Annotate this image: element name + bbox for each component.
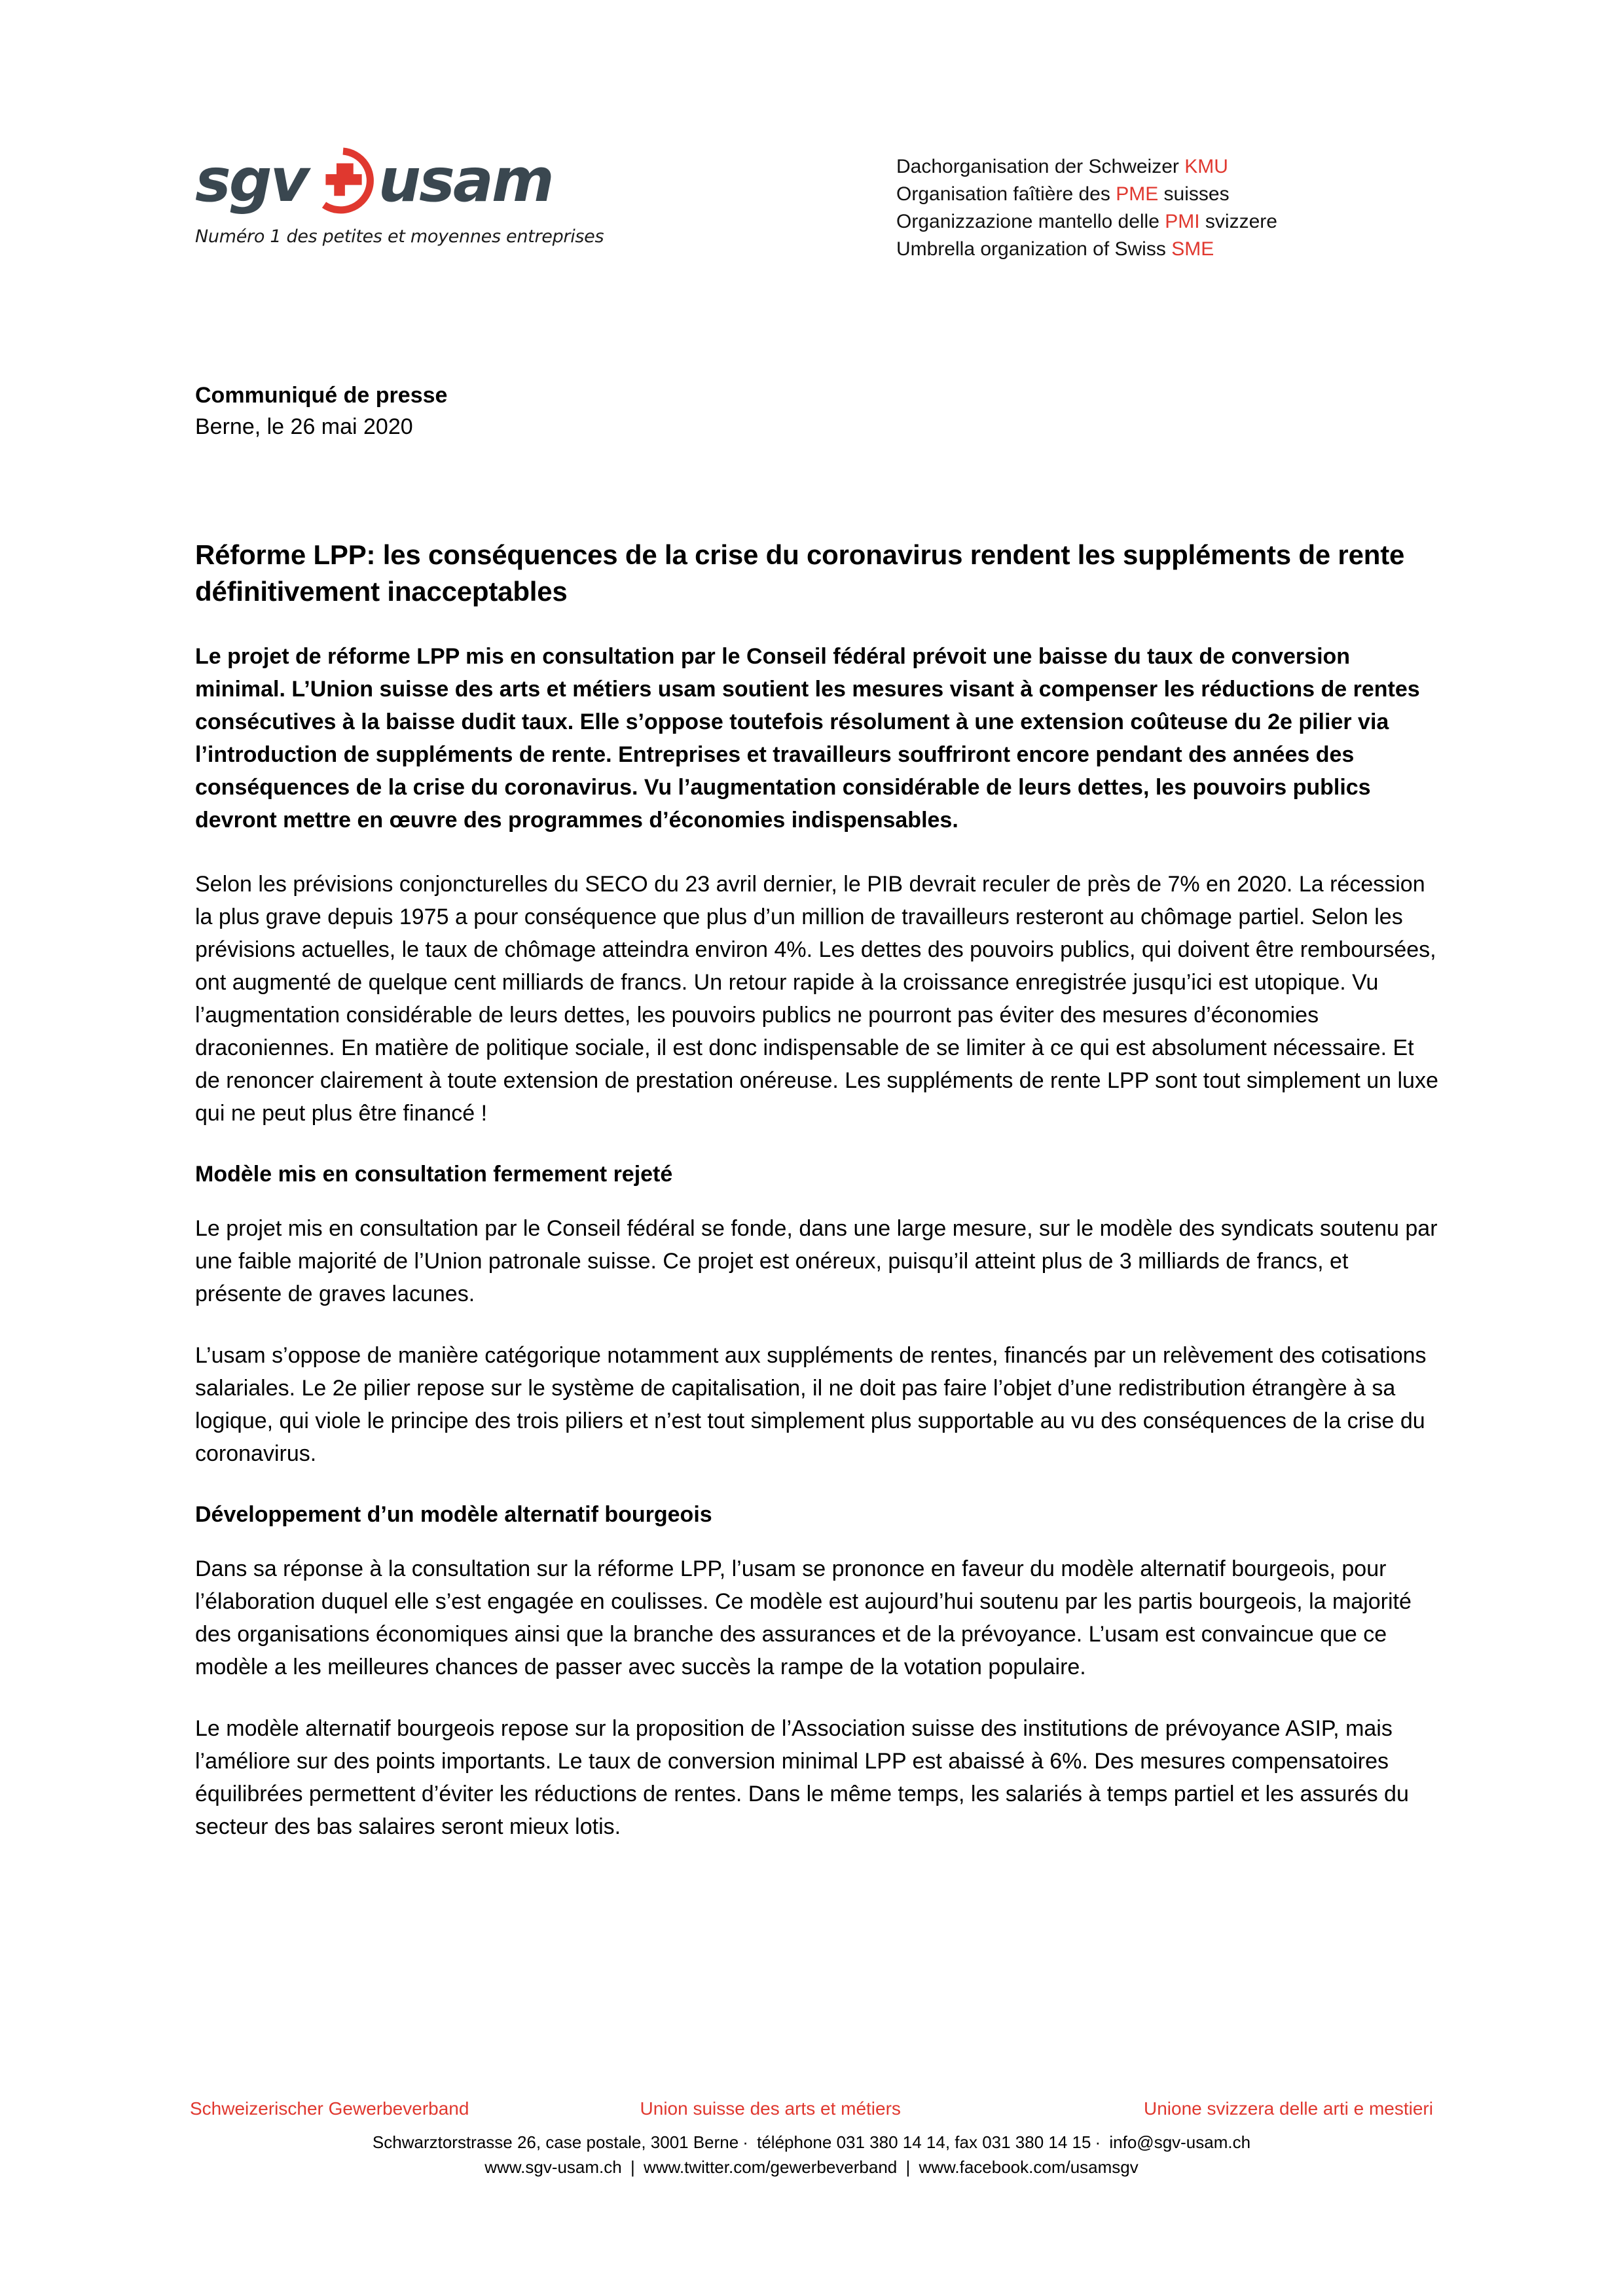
logo-wordmark bbox=[195, 145, 653, 216]
footer-org-name-fr: Union suisse des arts et métiers bbox=[640, 2098, 901, 2119]
org-line-it-prefix: Organizzazione mantello delle bbox=[896, 211, 1165, 232]
footer-link-website[interactable]: www.sgv-usam.ch bbox=[484, 2157, 622, 2177]
footer-separator-pipe-1: | bbox=[630, 2157, 635, 2177]
org-line-it-accent: PMI bbox=[1165, 211, 1200, 232]
footer-separator-dot-2: · bbox=[1095, 2132, 1101, 2152]
org-line-de bbox=[896, 153, 1433, 181]
section-2-paragraph-1: Dans sa réponse à la consultation sur la réforme LPP, l’usam se prononce en faveur du modèle alternatif bourgeois, pour l’élaboration duquel elle s’est engagée en coulisses. Ce modèle est aujourd’hui soutenu par les partis bourgeois, la majorité des organisations économiques ainsi que la branche des assurances et de la prévoyance. L’usam est convaincue que ce modèle a les meilleures chances de passer avec succès la rampe de la votation populaire. bbox=[195, 1556, 1412, 1679]
intro-paragraph: Selon les prévisions conjoncturelles du SECO du 23 avril dernier, le PIB devrait reculer de près de 7% en 2020. La récession la plus grave depuis 1975 a pour conséquence que plus d’un million de travailleurs resteront au chômage partiel. Selon les prévisions actuelles, le taux de chômage atteindra environ 4%. Les dettes des pouvoirs publics, qui doivent être remboursées, ont augmenté de quelque cent milliards de francs. Un retour rapide à la croissance enregistrée jusqu’ici est utopique. Vu l’augmentation considérable de leurs dettes, les pouvoirs publics ne pourront pas éviter des mesures d’économies draconiennes. En matière de politique sociale, il est donc indispensable de se limiter à ce qui est absolument nécessaire. Et de renoncer clairement à toute extension de prestation onéreuse. Les suppléments de rente LPP sont tout simplement un luxe qui ne peut plus être financé ! bbox=[195, 872, 1438, 1126]
org-line-en bbox=[896, 236, 1433, 263]
document-body bbox=[195, 537, 1439, 1872]
footer-separator-dot-1: · bbox=[742, 2132, 748, 2152]
org-line-it-suffix: svizzere bbox=[1199, 211, 1277, 232]
org-line-fr bbox=[896, 181, 1433, 208]
footer-contact-line bbox=[190, 2130, 1433, 2155]
footer-email[interactable]: info@sgv-usam.ch bbox=[1109, 2132, 1251, 2152]
footer-separator-pipe-2: | bbox=[905, 2157, 911, 2177]
section-heading-2: Développement d’un modèle alternatif bourgeois bbox=[195, 1502, 712, 1527]
logo-tagline: Numéro 1 des petites et moyennes entreprises bbox=[195, 226, 604, 247]
footer-org-name-it: Unione svizzera delle arti e mestieri bbox=[1144, 2098, 1433, 2119]
footer-address: Schwarztorstrasse 26, case postale, 3001 Berne bbox=[372, 2132, 739, 2152]
org-line-en-accent: SME bbox=[1171, 238, 1214, 260]
section-heading-1: Modèle mis en consultation fermement rejeté bbox=[195, 1162, 673, 1187]
place-and-date: Berne, le 26 mai 2020 bbox=[195, 414, 413, 439]
footer-organization-names bbox=[190, 2096, 1433, 2122]
sgv-usam-logo bbox=[195, 145, 653, 247]
org-line-fr-accent: PME bbox=[1116, 183, 1159, 205]
document-header bbox=[195, 145, 1433, 283]
footer-phone-fax: téléphone 031 380 14 14, fax 031 380 14 15 bbox=[757, 2132, 1091, 2152]
logo-text-sgv: sgv bbox=[195, 145, 308, 215]
footer-link-twitter[interactable]: www.twitter.com/gewerbeverband bbox=[643, 2157, 898, 2177]
footer-org-name-de: Schweizerischer Gewerbeverband bbox=[190, 2098, 469, 2119]
org-line-de-accent: KMU bbox=[1184, 156, 1228, 177]
page-title: Réforme LPP: les conséquences de la crise du coronavirus rendent les suppléments de rente définitivement inacceptables bbox=[195, 539, 1405, 607]
footer-link-facebook[interactable]: www.facebook.com/usamsgv bbox=[919, 2157, 1139, 2177]
org-line-fr-suffix: suisses bbox=[1158, 183, 1230, 205]
org-line-en-prefix: Umbrella organization of Swiss bbox=[896, 238, 1172, 260]
org-line-it bbox=[896, 208, 1433, 236]
document-footer bbox=[190, 2096, 1433, 2179]
organization-languages-block bbox=[896, 153, 1433, 263]
sgv-usam-swiss-cross-emblem bbox=[309, 147, 377, 215]
org-line-fr-prefix: Organisation faîtière des bbox=[896, 183, 1116, 205]
section-1-paragraph-2: L’usam s’oppose de manière catégorique notamment aux suppléments de rentes, financés par un relèvement des cotisations salariales. Le 2e pilier repose sur le système de capitalisation, il ne doit pas faire l’objet d’une redistribution étrangère à sa logique, qui viole le principe des trois piliers et n’est tout simplement plus supportable au vu des conséquences de la crise du coronavirus. bbox=[195, 1343, 1427, 1466]
org-line-de-prefix: Dachorganisation der Schweizer bbox=[896, 156, 1185, 177]
section-2-paragraph-2: Le modèle alternatif bourgeois repose sur la proposition de l’Association suisse des institutions de prévoyance ASIP, mais l’améliore sur des points importants. Le taux de conversion minimal LPP est abaissé à 6%. Des mesures compensatoires équilibrées permettent d’éviter les réductions de rentes. Dans le même temps, les salariés à temps partiel et les assurés du secteur des bas salaires seront mieux lotis. bbox=[195, 1716, 1409, 1839]
document-type-label: Communiqué de presse bbox=[195, 383, 448, 408]
section-1-paragraph-1: Le projet mis en consultation par le Conseil fédéral se fonde, dans une large mesure, sur le modèle des syndicats soutenu par une faible majorité de l’Union patronale suisse. Ce projet est onéreux, puisqu’il atteint plus de 3 milliards de francs, et présente de graves lacunes. bbox=[195, 1216, 1438, 1306]
document-meta bbox=[195, 380, 447, 442]
lead-paragraph: Le projet de réforme LPP mis en consultation par le Conseil fédéral prévoit une baisse du taux de conversion minimal. L’Union suisse des arts et métiers usam soutient les mesures visant à compenser les réductions de rentes consécutives à la baisse dudit taux. Elle s’oppose toutefois résolument à une extension coûteuse du 2e pilier via l’introduction de suppléments de rente. Entreprises et travailleurs souffriront encore pendant des années des conséquences de la crise du coronavirus. Vu l’augmentation considérable de leurs dettes, les pouvoirs publics devront mettre en œuvre des programmes d’économies indispensables. bbox=[195, 644, 1420, 833]
logo-text-usam: usam bbox=[378, 145, 553, 215]
footer-links-line bbox=[190, 2155, 1433, 2179]
